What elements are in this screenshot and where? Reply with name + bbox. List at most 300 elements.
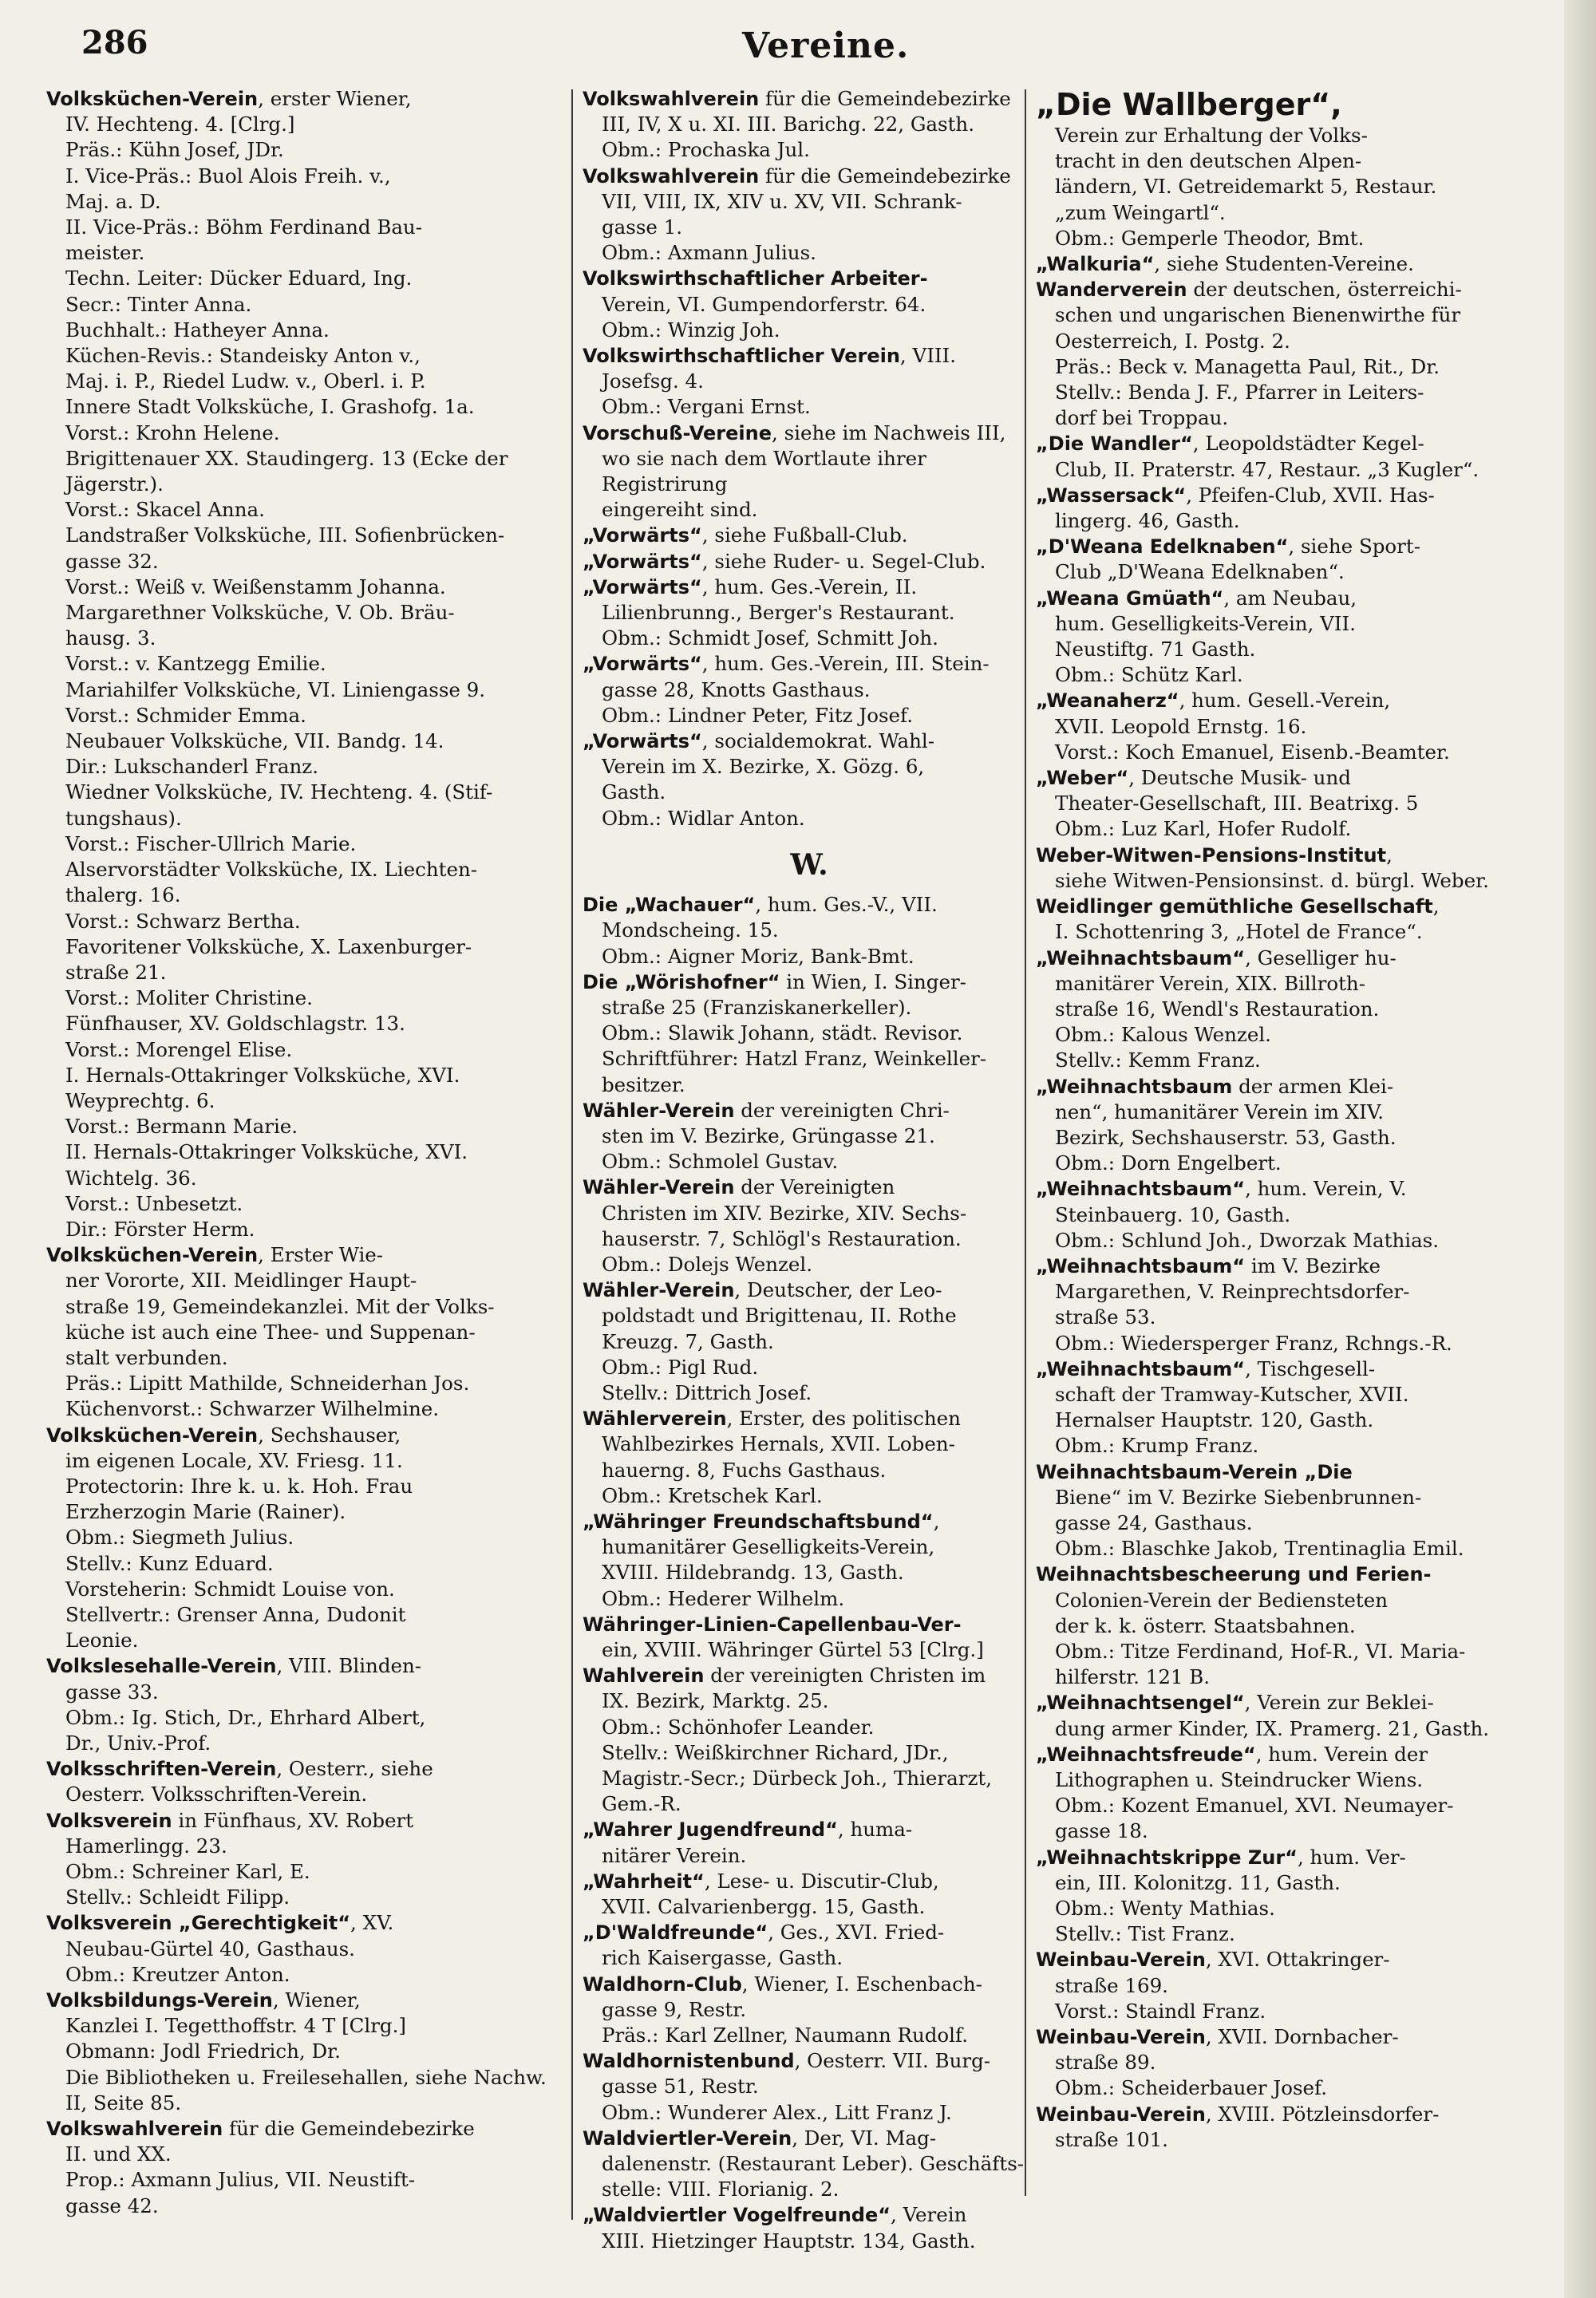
entry-title: Weinbau-Verein, XVIII. Pötzleinsdorfer-: [1036, 2102, 1440, 2126]
entry-line: Wiedner Volksküche, IV. Hechteng. 4. (Stif-: [65, 780, 493, 804]
directory-entry: [583, 2048, 1036, 2126]
column-left: [46, 86, 567, 2288]
entry-line: Verein zur Erhaltung der Volks-: [1055, 124, 1368, 147]
entry-line: Techn. Leiter: Dücker Eduard, Ing.: [65, 267, 413, 290]
entry-line: Obm.: Wiedersperger Franz, Rchngs.-R.: [1055, 1331, 1452, 1355]
directory-entry: [1036, 688, 1542, 765]
directory-entry: [1036, 86, 1542, 251]
directory-entry: [1036, 843, 1542, 894]
entry-title: Waldviertler-Verein, Der, VI. Mag-: [583, 2126, 937, 2150]
entry-title: Volksverein in Fünfhaus, XV. Robert: [46, 1808, 414, 1832]
directory-entry: [583, 1663, 1036, 1817]
entry-line: Protectorin: Ihre k. u. k. Hoh. Frau: [65, 1474, 413, 1498]
entry-line: Brigittenauer XX. Staudingerg. 13 (Ecke der: [65, 446, 508, 470]
entry-line: Neubauer Volksküche, VII. Bandg. 14.: [65, 729, 444, 753]
entry-line: Obm.: Winzig Joh.: [602, 318, 780, 342]
entry-title: Volkswahlverein für die Gemeindebezirke: [46, 2117, 475, 2141]
entry-line: hausg. 3.: [65, 626, 156, 650]
entry-line: Küchenvorst.: Schwarzer Wilhelmine.: [65, 1397, 440, 1421]
entry-line: Wahlbezirkes Hernals, XVII. Loben-: [602, 1432, 955, 1456]
entry-line: Stellvertr.: Grenser Anna, Dudonit: [65, 1602, 406, 1626]
entry-line: Küchen-Revis.: Standeisky Anton v.,: [65, 344, 421, 368]
entry-line: Christen im XIV. Bezirke, XIV. Sechs-: [602, 1201, 967, 1225]
entry-line: hum. Geselligkeits-Verein, VII.: [1055, 611, 1356, 635]
column-right: [1036, 86, 1542, 2288]
entry-line: Erzherzogin Marie (Rainer).: [65, 1500, 346, 1524]
entry-title: „Die Wandler“, Leopoldstädter Kegel-: [1036, 432, 1424, 456]
entry-line: im eigenen Locale, XV. Friesg. 11.: [65, 1448, 403, 1472]
entry-line: Obm.: Kozent Emanuel, XVI. Neumayer-: [1055, 1794, 1454, 1818]
entry-line: Obm.: Prochaska Jul.: [602, 138, 810, 162]
entry-line: hauerng. 8, Fuchs Gasthaus.: [602, 1458, 887, 1482]
directory-entry: [1036, 2102, 1542, 2153]
entry-line: Steinbauerg. 10, Gasth.: [1055, 1202, 1291, 1226]
directory-entry: [583, 343, 1036, 421]
directory-entry: [583, 523, 1036, 548]
entry-line: Landstraßer Volksküche, III. Sofienbrücken-: [65, 523, 505, 547]
directory-entry: [1036, 765, 1542, 843]
entry-line: gasse 51, Restr.: [602, 2075, 759, 2099]
entry-line: I. Hernals-Ottakringer Volksküche, XVI.: [65, 1063, 460, 1087]
entry-line: dorf bei Troppau.: [1055, 406, 1229, 430]
entry-title: „Vorwärts“, socialdemokrat. Wahl-: [583, 729, 934, 753]
entry-title: Volksverein „Gerechtigkeit“, XV.: [46, 1911, 394, 1935]
entry-line: gasse 1.: [602, 215, 683, 239]
entry-line: gasse 33.: [65, 1680, 159, 1704]
entry-title: „Weihnachtsbaum“ im V. Bezirke: [1036, 1254, 1381, 1277]
directory-entry: [583, 1509, 1036, 1612]
directory-entry: [1036, 946, 1542, 1074]
entry-title: „Weihnachtsbaum“, hum. Verein, V.: [1036, 1177, 1407, 1201]
entry-line: Obm.: Titze Ferdinand, Hof-R., VI. Maria-: [1055, 1639, 1466, 1663]
entry-line: XIII. Hietzinger Hauptstr. 134, Gasth.: [602, 2229, 976, 2253]
entry-line: II, Seite 85.: [65, 2091, 182, 2114]
entry-line: Alservorstädter Volksküche, IX. Liechten-: [65, 858, 478, 882]
entry-line: nen“, humanitärer Verein im XIV.: [1055, 1100, 1385, 1123]
entry-line: siehe Witwen-Pensionsinst. d. bürgl. Weber.: [1055, 868, 1489, 892]
entry-line: Neubau-Gürtel 40, Gasthaus.: [65, 1937, 355, 1960]
entry-title: „Währinger Freundschaftsbund“,: [583, 1509, 940, 1533]
entry-title: „Weber“, Deutsche Musik- und: [1036, 766, 1351, 790]
entry-line: straße 169.: [1055, 1973, 1168, 1997]
entry-line: Vorst.: Moliter Christine.: [65, 986, 313, 1010]
entry-line: III, IV, X u. XI. III. Barichg. 22, Gasth.: [602, 113, 974, 136]
entry-title: Wähler-Verein der Vereinigten: [583, 1175, 895, 1199]
entry-line: thalerg. 16.: [65, 883, 181, 907]
entry-line: Bezirk, Sechshauserstr. 53, Gasth.: [1055, 1125, 1396, 1149]
entry-line: II. Hernals-Ottakringer Volksküche, XVI.: [65, 1140, 468, 1164]
directory-entry: [1036, 586, 1542, 689]
directory-entry: [583, 651, 1036, 728]
entry-line: Secr.: Tinter Anna.: [65, 292, 252, 316]
directory-entry: [1036, 894, 1542, 945]
directory-entry: [46, 1423, 567, 1654]
entry-line: Dir.: Förster Herm.: [65, 1217, 255, 1241]
entry-line: XVII. Leopold Ernstg. 16.: [1055, 714, 1307, 738]
section-heading: W.: [790, 847, 828, 882]
entry-line: Obm.: Wenty Mathias.: [1055, 1897, 1275, 1921]
entry-line: Leonie.: [65, 1629, 139, 1652]
entry-line: Stellv.: Tist Franz.: [1055, 1922, 1235, 1946]
entry-line: Margarethner Volksküche, V. Ob. Bräu-: [65, 601, 455, 625]
entry-line: poldstadt und Brigittenau, II. Rothe: [602, 1304, 957, 1328]
entry-line: Obm.: Schönhofer Leander.: [602, 1715, 875, 1739]
entry-line: ländern, VI. Getreidemarkt 5, Restaur.: [1055, 175, 1437, 199]
entry-line: Obmann: Jodl Friedrich, Dr.: [65, 2039, 341, 2063]
page-number: 286: [81, 24, 148, 61]
entry-line: IV. Hechteng. 4. [Clrg.]: [65, 113, 295, 136]
entry-line: Stellv.: Benda J. F., Pfarrer in Leiters-: [1055, 381, 1424, 405]
entry-title: „D'Weana Edelknaben“, siehe Sport-: [1036, 535, 1421, 559]
entry-line: Jägerstr.).: [65, 472, 164, 496]
entry-line: Obm.: Schütz Karl.: [1055, 663, 1243, 687]
entry-line: Die Bibliotheken u. Freilesehallen, siehe Nachw.: [65, 2065, 547, 2089]
entry-line: Lithographen u. Steindrucker Wiens.: [1055, 1768, 1424, 1791]
entry-line: wo sie nach dem Wortlaute ihrer Registrirung: [602, 446, 926, 496]
entry-line: Obm.: Lindner Peter, Fitz Josef.: [602, 703, 914, 727]
entry-title: „Weihnachtskrippe Zur“, hum. Ver-: [1036, 1845, 1406, 1869]
entry-line: Mariahilfer Volksküche, VI. Liniengasse 9.: [65, 677, 486, 701]
entry-line: hauserstr. 7, Schlögl's Restauration.: [602, 1226, 962, 1250]
entry-title: Wähler-Verein, Deutscher, der Leo-: [583, 1278, 942, 1302]
entry-line: Vorst.: Skacel Anna.: [65, 498, 265, 522]
entry-line: Obm.: Hederer Wilhelm.: [602, 1586, 845, 1610]
entry-line: Stellv.: Dittrich Josef.: [602, 1380, 812, 1404]
entry-line: Vorst.: Weiß v. Weißenstamm Johanna.: [65, 574, 446, 598]
entry-title: „Weihnachtsfreude“, hum. Verein der: [1036, 1742, 1428, 1766]
entry-line: Hernalser Hauptstr. 120, Gasth.: [1055, 1408, 1374, 1432]
entry-line: straße 21.: [65, 960, 167, 984]
directory-entry: [1036, 1742, 1542, 1845]
entry-title: Volkswahlverein für die Gemeindebezirke: [583, 87, 1011, 110]
entry-line: humanitärer Geselligkeits-Verein,: [602, 1535, 935, 1559]
entry-line: Josefsg. 4.: [602, 369, 704, 393]
directory-entry: [1036, 534, 1542, 585]
page-edge: [1564, 0, 1596, 2298]
entry-line: Weyprechtg. 6.: [65, 1088, 215, 1112]
entry-line: tracht in den deutschen Alpen-: [1055, 149, 1362, 173]
entry-line: nitärer Verein.: [602, 1843, 747, 1867]
entry-line: Kreuzg. 7, Gasth.: [602, 1329, 774, 1353]
entry-line: Präs.: Kühn Josef, JDr.: [65, 138, 284, 162]
entry-line: „zum Weingartl“.: [1055, 200, 1226, 224]
directory-entry: [46, 1242, 567, 1422]
entry-line: II. und XX.: [65, 2142, 172, 2166]
directory-entry: [583, 549, 1036, 574]
entry-title: „Vorwärts“, hum. Ges.-Verein, II.: [583, 574, 918, 598]
entry-title: Weinbau-Verein, XVI. Ottakringer-: [1036, 1948, 1390, 1972]
directory-entry: [46, 1808, 567, 1911]
entry-title: Volkswahlverein für die Gemeindebezirke: [583, 164, 1011, 188]
directory-entry: [1036, 2024, 1542, 2102]
entry-line: Stellv.: Kemm Franz.: [1055, 1048, 1261, 1072]
entry-title: Wähler-Verein der vereinigten Chri-: [583, 1098, 950, 1122]
entry-line: tungshaus).: [65, 806, 182, 830]
entry-line: Magistr.-Secr.; Dürbeck Joh., Thierarzt,: [602, 1767, 992, 1790]
directory-entry: [46, 1910, 567, 1988]
entry-line: Gasth.: [602, 780, 666, 804]
directory-entry: [583, 1406, 1036, 1509]
entry-title: Wählerverein, Erster, des politischen: [583, 1407, 961, 1431]
entry-line: lingerg. 46, Gasth.: [1055, 509, 1240, 533]
entry-title: Die „Wörishofner“ in Wien, I. Singer-: [583, 969, 966, 993]
entry-line: Innere Stadt Volksküche, I. Grashofg. 1a.: [65, 395, 475, 419]
entry-line: küche ist auch eine Thee- und Suppenan-: [65, 1320, 476, 1344]
entry-line: gasse 28, Knotts Gasthaus.: [602, 677, 871, 701]
directory-entry: [46, 2116, 567, 2219]
entry-line: schen und ungarischen Bienenwirthe für: [1055, 303, 1461, 327]
entry-title: „Vorwärts“, hum. Ges.-Verein, III. Stein-: [583, 652, 990, 676]
entry-title: „Vorwärts“, siehe Ruder- u. Segel-Club.: [583, 549, 986, 573]
entry-line: Obm.: Widlar Anton.: [602, 806, 805, 830]
entry-title: Weihnachtsbescheerung und Ferien-: [1036, 1563, 1432, 1586]
entry-title: Wahlverein der vereinigten Christen im: [583, 1664, 986, 1688]
entry-title: „Vorwärts“, siehe Fußball-Club.: [583, 523, 908, 547]
entry-line: Verein im X. Bezirke, X. Gözg. 6,: [602, 755, 925, 779]
entry-title: „Weihnachtsbaum“, Tischgesell-: [1036, 1356, 1376, 1380]
entry-line: Stellv.: Kunz Eduard.: [65, 1551, 274, 1575]
directory-entry: [1036, 1845, 1542, 1948]
entry-title: Weber-Witwen-Pensions-Institut,: [1036, 843, 1393, 867]
directory-entry: [583, 1817, 1036, 1868]
directory-entry: [1036, 277, 1542, 431]
entry-title: Währinger-Linien-Capellenbau-Ver-: [583, 1613, 962, 1636]
entry-line: Mondscheing. 15.: [602, 918, 779, 942]
entry-line: Oesterreich, I. Postg. 2.: [1055, 329, 1290, 353]
directory-entry: [1036, 1356, 1542, 1459]
entry-line: eingereiht sind.: [602, 498, 758, 522]
entry-line: Vorst.: v. Kantzegg Emilie.: [65, 652, 326, 676]
directory-entry: [583, 1920, 1036, 1971]
directory-entry: [1036, 1074, 1542, 1177]
entry-line: Präs.: Karl Zellner, Naumann Rudolf.: [602, 2024, 969, 2047]
entry-title: Weihnachtsbaum-Verein „Die: [1036, 1460, 1353, 1483]
entry-line: Schriftführer: Hatzl Franz, Weinkeller-: [602, 1047, 987, 1071]
directory-entry: [1036, 1562, 1542, 1690]
entry-line: gasse 18.: [1055, 1819, 1148, 1843]
directory-entry: [1036, 1947, 1542, 2024]
entry-line: Neustiftg. 71 Gasth.: [1055, 638, 1256, 661]
directory-entry: [583, 728, 1036, 831]
entry-line: besitzer.: [602, 1072, 685, 1096]
entry-line: Kanzlei I. Tegetthoffstr. 4 T [Clrg.]: [65, 2014, 406, 2038]
entry-line: Favoritener Volksküche, X. Laxenburger-: [65, 934, 472, 958]
entry-line: Club „D'Weana Edelknaben“.: [1055, 560, 1345, 584]
entry-title: „Waldviertler Vogelfreunde“, Verein: [583, 2203, 967, 2227]
entry-title: Vorschuß-Vereine, siehe im Nachweis III,: [583, 421, 1006, 444]
entry-line: Vorst.: Bermann Marie.: [65, 1115, 298, 1139]
entry-title: „Wahrer Jugendfreund“, huma-: [583, 1818, 913, 1842]
entry-line: manitärer Verein, XIX. Billroth-: [1055, 971, 1365, 995]
directory-entry: [46, 1988, 567, 2116]
entry-title: „Wahrheit“, Lese- u. Discutir-Club,: [583, 1869, 939, 1893]
entry-line: Oesterr. Volksschriften-Verein.: [65, 1783, 368, 1806]
directory-entry: [583, 2126, 1036, 2203]
entry-line: II. Vice-Präs.: Böhm Ferdinand Bau-: [65, 215, 422, 239]
directory-entry: [583, 1098, 1036, 1175]
entry-line: Lilienbrunng., Berger's Restaurant.: [602, 601, 955, 625]
directory-entry: [1036, 1254, 1542, 1356]
entry-line: Vorst.: Staindl Franz.: [1055, 1999, 1266, 2023]
directory-entry: [1036, 251, 1542, 277]
entry-line: schaft der Tramway-Kutscher, XVII.: [1055, 1382, 1409, 1406]
entry-line: Vorst.: Fischer-Ullrich Marie.: [65, 831, 357, 855]
entry-title: „Weana Gmüath“, am Neubau,: [1036, 586, 1357, 610]
entry-line: Gem.-R.: [602, 1792, 681, 1816]
entry-line: Vorst.: Schmider Emma.: [65, 703, 306, 727]
entry-line: Vorst.: Schwarz Bertha.: [65, 909, 301, 933]
directory-entry: [1036, 1690, 1542, 1741]
entry-line: straße 25 (Franziskanerkeller).: [602, 995, 912, 1019]
directory-entry: [583, 86, 1036, 164]
entry-line: I. Vice-Präs.: Buol Alois Freih. v.,: [65, 164, 391, 188]
entry-line: Prop.: Axmann Julius, VII. Neustift-: [65, 2168, 416, 2192]
entry-line: gasse 32.: [65, 549, 159, 573]
entry-line: hilferstr. 121 B.: [1055, 1665, 1211, 1689]
directory-entry: [583, 421, 1036, 523]
entry-line: Obm.: Axmann Julius.: [602, 241, 816, 265]
entry-title: Volksschriften-Verein, Oesterr., siehe: [46, 1757, 433, 1781]
entry-line: Maj. i. P., Riedel Ludw. v., Oberl. i. P.: [65, 369, 426, 393]
directory-entry: [46, 1756, 567, 1807]
entry-line: Colonien-Verein der Bediensteten: [1055, 1588, 1389, 1612]
entry-title: „Weihnachtsbaum“, Geselliger hu-: [1036, 946, 1396, 969]
entry-line: rich Kaisergasse, Gasth.: [602, 1946, 843, 1970]
entry-title: Volksküchen-Verein, Sechshauser,: [46, 1423, 401, 1447]
entry-line: Hamerlingg. 23.: [65, 1834, 227, 1858]
entry-line: Obm.: Kalous Wenzel.: [1055, 1023, 1271, 1047]
entry-line: Dr., Univ.-Prof.: [65, 1731, 211, 1755]
entry-line: gasse 42.: [65, 2193, 159, 2217]
entry-line: XVII. Calvarienbergg. 15, Gasth.: [602, 1895, 926, 1919]
column-rule-left: [571, 89, 573, 2220]
entry-line: Buchhalt.: Hatheyer Anna.: [65, 318, 330, 342]
entry-line: ein, III. Kolonitzg. 11, Gasth.: [1055, 1870, 1341, 1894]
entry-line: straße 101.: [1055, 2127, 1168, 2151]
entry-line: Stellv.: Schleidt Filipp.: [65, 1885, 290, 1909]
page-title: Vereine.: [742, 26, 910, 66]
entry-line: Vorst.: Koch Emanuel, Eisenb.-Beamter.: [1055, 740, 1450, 764]
entry-line: Obm.: Dolejs Wenzel.: [602, 1252, 813, 1276]
entry-line: Obm.: Dorn Engelbert.: [1055, 1151, 1282, 1175]
entry-line: Verein, VI. Gumpendorferstr. 64.: [602, 292, 926, 316]
entry-line: Obm.: Luz Karl, Hofer Rudolf.: [1055, 817, 1352, 841]
entry-line: Obm.: Siegmeth Julius.: [65, 1526, 294, 1550]
entry-title: Volkswirthschaftlicher Arbeiter-: [583, 267, 928, 290]
entry-line: VII, VIII, IX, XIV u. XV, VII. Schrank-: [602, 189, 962, 213]
directory-entry: [583, 266, 1036, 343]
directory-entry: [583, 164, 1036, 267]
entry-line: der k. k. österr. Staatsbahnen.: [1055, 1613, 1356, 1637]
directory-entry: [583, 1972, 1036, 2049]
entry-line: Stellv.: Weißkirchner Richard, JDr.,: [602, 1740, 949, 1764]
entry-line: Obm.: Scheiderbauer Josef.: [1055, 2076, 1328, 2100]
entry-line: Margarethen, V. Reinprechtsdorfer-: [1055, 1280, 1410, 1304]
entry-line: Obm.: Blaschke Jakob, Trentinaglia Emil.: [1055, 1537, 1464, 1561]
directory-entry: [46, 1653, 567, 1756]
entry-line: Wichtelg. 36.: [65, 1166, 197, 1190]
entry-line: sten im V. Bezirke, Grüngasse 21.: [602, 1123, 935, 1147]
directory-entry: [583, 1277, 1036, 1406]
entry-line: Dir.: Lukschanderl Franz.: [65, 755, 318, 779]
entry-heading-large: „Die Wallberger“,: [1036, 87, 1342, 122]
entry-line: Obm.: Kreutzer Anton.: [65, 1962, 290, 1986]
entry-title: „Weanaherz“, hum. Gesell.-Verein,: [1036, 689, 1391, 713]
directory-entry: [583, 2202, 1036, 2253]
entry-line: gasse 9, Restr.: [602, 1997, 747, 2021]
entry-line: Biene“ im V. Bezirke Siebenbrunnen-: [1055, 1485, 1422, 1509]
entry-line: straße 53.: [1055, 1305, 1156, 1329]
directory-entry: [583, 1869, 1036, 1920]
directory-entry: [583, 1612, 1036, 1663]
entry-line: dung armer Kinder, IX. Pramerg. 21, Gasth.: [1055, 1716, 1490, 1740]
entry-line: Obm.: Schlund Joh., Dworzak Mathias.: [1055, 1228, 1440, 1252]
entry-line: IX. Bezirk, Marktg. 25.: [602, 1689, 829, 1713]
entry-line: Obm.: Kretschek Karl.: [602, 1483, 823, 1507]
entry-title: Die „Wachauer“, hum. Ges.-V., VII.: [583, 893, 938, 917]
entry-title: Volkswirthschaftlicher Verein, VIII.: [583, 344, 957, 368]
directory-entry: [46, 86, 567, 1242]
entry-title: Wanderverein der deutschen, österreichi-: [1036, 278, 1462, 302]
entry-title: Volkslesehalle-Verein, VIII. Blinden-: [46, 1654, 422, 1678]
directory-entry: [1036, 483, 1542, 534]
entry-line: stalt verbunden.: [65, 1345, 228, 1369]
entry-title: Waldhornistenbund, Oesterr. VII. Burg-: [583, 2049, 991, 2073]
directory-entry: [583, 892, 1036, 969]
column-middle: [583, 86, 1036, 2288]
entry-line: meister.: [65, 241, 145, 265]
entry-line: Obm.: Vergani Ernst.: [602, 395, 811, 419]
entry-line: Club, II. Praterstr. 47, Restaur. „3 Kugler“.: [1055, 457, 1479, 481]
entry-line: Vorst.: Unbesetzt.: [65, 1191, 243, 1215]
entry-line: Vorst.: Morengel Elise.: [65, 1037, 293, 1061]
entry-line: straße 16, Wendl's Restauration.: [1055, 997, 1380, 1021]
entry-line: straße 19, Gemeindekanzlei. Mit der Volks-: [65, 1294, 495, 1318]
entry-line: dalenenstr. (Restaurant Leber). Geschäfts-: [602, 2152, 1025, 2176]
entry-title: Volksbildungs-Verein, Wiener,: [46, 1988, 361, 2012]
directory-entry: [1036, 431, 1542, 482]
entry-line: XVIII. Hildebrandg. 13, Gasth.: [602, 1561, 904, 1585]
entry-title: „Walkuria“, siehe Studenten-Vereine.: [1036, 252, 1414, 276]
entry-line: Obm.: Slawik Johann, städt. Revisor.: [602, 1021, 963, 1045]
entry-line: Obm.: Pigl Rud.: [602, 1355, 759, 1379]
entry-title: „Weihnachtsengel“, Verein zur Beklei-: [1036, 1691, 1434, 1715]
entry-line: I. Schottenring 3, „Hotel de France“.: [1055, 920, 1423, 944]
directory-entry: [1036, 1459, 1542, 1562]
entry-line: Vorst.: Krohn Helene.: [65, 421, 280, 444]
entry-title: Volksküchen-Verein, Erster Wie-: [46, 1243, 384, 1267]
entry-line: Fünfhauser, XV. Goldschlagstr. 13.: [65, 1012, 405, 1036]
directory-entry: [583, 969, 1036, 1098]
entry-title: „Weihnachtsbaum der armen Klei-: [1036, 1074, 1394, 1098]
entry-title: Waldhorn-Club, Wiener, I. Eschenbach-: [583, 1972, 982, 1996]
entry-line: gasse 24, Gasthaus.: [1055, 1510, 1253, 1534]
entry-line: Obm.: Ig. Stich, Dr., Ehrhard Albert,: [65, 1705, 426, 1729]
entry-line: Obm.: Schmolel Gustav.: [602, 1150, 839, 1174]
entry-title: Weinbau-Verein, XVII. Dornbacher-: [1036, 2025, 1399, 2049]
entry-line: ner Vororte, XII. Meidlinger Haupt-: [65, 1269, 417, 1293]
directory-entry: [583, 1175, 1036, 1277]
entry-line: ein, XVIII. Währinger Gürtel 53 [Clrg.]: [602, 1637, 984, 1661]
entry-line: Präs.: Beck v. Managetta Paul, Rit., Dr.: [1055, 354, 1440, 378]
entry-title: „Wassersack“, Pfeifen-Club, XVII. Has-: [1036, 483, 1435, 507]
entry-line: Vorsteherin: Schmidt Louise von.: [65, 1577, 395, 1601]
entry-line: Präs.: Lipitt Mathilde, Schneiderhan Jos.: [65, 1372, 470, 1396]
entry-line: straße 89.: [1055, 2051, 1156, 2075]
entry-line: stelle: VIII. Florianig. 2.: [602, 2178, 839, 2201]
directory-entry: [1036, 1176, 1542, 1254]
entry-line: Obm.: Krump Franz.: [1055, 1434, 1259, 1458]
